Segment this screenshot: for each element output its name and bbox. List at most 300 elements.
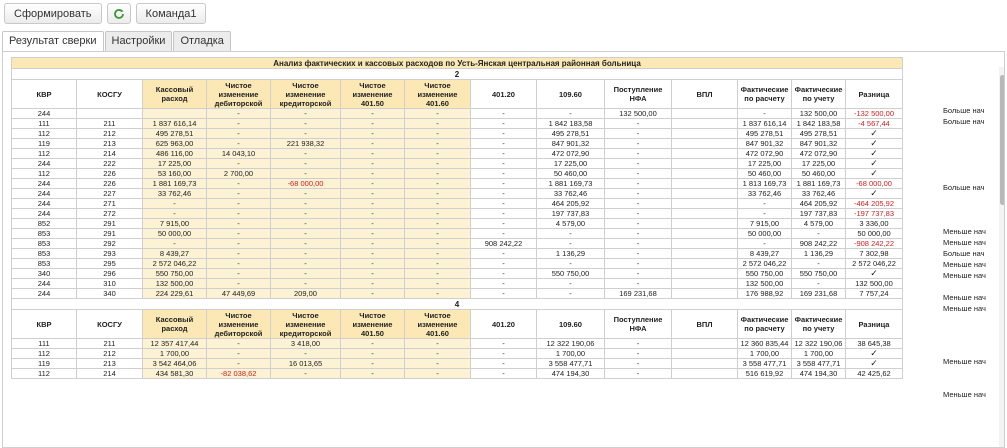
row-note: Больше нач bbox=[943, 183, 985, 192]
column-header: КВР bbox=[12, 80, 77, 109]
table-cell: - bbox=[405, 189, 471, 199]
table-cell: 1 700,00 bbox=[143, 349, 207, 359]
table-cell: - bbox=[207, 239, 271, 249]
table-row[interactable] bbox=[12, 109, 903, 119]
tab-reconciliation-result[interactable]: Результат сверки bbox=[2, 31, 104, 52]
table-cell: - bbox=[207, 339, 271, 349]
table-cell: - bbox=[271, 259, 341, 269]
table-cell bbox=[672, 259, 738, 269]
table-cell: - bbox=[537, 109, 605, 119]
table-cell: 550 750,00 bbox=[537, 269, 605, 279]
table-cell: - bbox=[537, 279, 605, 289]
table-cell: - bbox=[792, 229, 846, 239]
table-cell: - bbox=[341, 169, 405, 179]
table-cell: - bbox=[605, 229, 672, 239]
table-cell: - bbox=[471, 209, 537, 219]
table-cell: - bbox=[605, 129, 672, 139]
table-cell: - bbox=[271, 189, 341, 199]
table-cell: 2 572 046,22 bbox=[846, 259, 903, 269]
table-cell bbox=[672, 349, 738, 359]
table-row[interactable] bbox=[12, 199, 903, 209]
table-cell: - bbox=[207, 139, 271, 149]
table-cell: 211 bbox=[77, 119, 143, 129]
table-cell: - bbox=[207, 179, 271, 189]
column-header: Разница bbox=[846, 310, 903, 339]
table-row[interactable] bbox=[12, 339, 903, 349]
table-cell: 33 762,46 bbox=[143, 189, 207, 199]
table-cell: - bbox=[143, 209, 207, 219]
table-cell: 47 449,69 bbox=[207, 289, 271, 299]
table-cell: 50 000,00 bbox=[143, 229, 207, 239]
tab-bar bbox=[2, 31, 232, 51]
table-cell: 7 757,24 bbox=[846, 289, 903, 299]
section-row bbox=[12, 69, 903, 80]
table-cell: 472 072,90 bbox=[537, 149, 605, 159]
toolbar bbox=[4, 3, 206, 25]
table-cell: - bbox=[471, 109, 537, 119]
table-row[interactable] bbox=[12, 129, 903, 139]
form-report-button[interactable]: Сформировать bbox=[4, 3, 102, 24]
table-cell: - bbox=[471, 179, 537, 189]
table-cell: 853 bbox=[12, 229, 77, 239]
table-cell: - bbox=[207, 199, 271, 209]
table-cell: - bbox=[271, 169, 341, 179]
table-cell: - bbox=[605, 169, 672, 179]
table-row[interactable] bbox=[12, 229, 903, 239]
table-cell: - bbox=[405, 259, 471, 269]
table-cell: 221 938,32 bbox=[271, 139, 341, 149]
table-cell: 111 bbox=[12, 339, 77, 349]
table-cell: 53 160,00 bbox=[143, 169, 207, 179]
table-cell: - bbox=[271, 239, 341, 249]
table-cell: - bbox=[143, 199, 207, 209]
table-cell bbox=[672, 139, 738, 149]
table-cell: - bbox=[405, 169, 471, 179]
table-cell: - bbox=[405, 349, 471, 359]
table-cell: ✓ bbox=[846, 269, 903, 279]
table-cell bbox=[672, 339, 738, 349]
table-cell: 516 619,92 bbox=[738, 369, 792, 379]
table-cell: - bbox=[271, 229, 341, 239]
table-row[interactable] bbox=[12, 259, 903, 269]
table-cell: 908 242,22 bbox=[471, 239, 537, 249]
tab-settings[interactable]: Настройки bbox=[105, 31, 173, 51]
table-cell: - bbox=[405, 339, 471, 349]
table-cell: -197 737,83 bbox=[846, 209, 903, 219]
report-title-row bbox=[12, 58, 903, 69]
table-cell: - bbox=[405, 239, 471, 249]
header-row bbox=[12, 80, 903, 109]
column-header: Фактические по учету bbox=[792, 80, 846, 109]
table-cell: 2 700,00 bbox=[207, 169, 271, 179]
table-cell: - bbox=[605, 199, 672, 209]
table-cell: 17 225,00 bbox=[537, 159, 605, 169]
table-cell: 197 737,83 bbox=[792, 209, 846, 219]
table-cell: 209,00 bbox=[271, 289, 341, 299]
column-header: Фактические по учету bbox=[792, 310, 846, 339]
table-cell: 213 bbox=[77, 139, 143, 149]
table-cell: - bbox=[271, 269, 341, 279]
table-cell: 12 322 190,06 bbox=[537, 339, 605, 349]
refresh-button[interactable] bbox=[107, 3, 131, 24]
table-row[interactable] bbox=[12, 269, 903, 279]
table-cell bbox=[672, 129, 738, 139]
table-cell: 112 bbox=[12, 169, 77, 179]
table-cell: 550 750,00 bbox=[143, 269, 207, 279]
table-cell bbox=[672, 189, 738, 199]
table-cell bbox=[672, 369, 738, 379]
table-cell bbox=[672, 359, 738, 369]
table-cell: 176 988,92 bbox=[738, 289, 792, 299]
row-note: Меньше нач bbox=[943, 293, 986, 302]
table-cell bbox=[672, 239, 738, 249]
table-cell: - bbox=[471, 169, 537, 179]
table-cell: 296 bbox=[77, 269, 143, 279]
table-cell: 226 bbox=[77, 169, 143, 179]
table-cell: - bbox=[207, 229, 271, 239]
table-cell: - bbox=[605, 219, 672, 229]
table-cell: - bbox=[605, 369, 672, 379]
table-cell: - bbox=[471, 199, 537, 209]
vertical-scrollbar[interactable] bbox=[999, 67, 1005, 447]
table-cell: 847 901,32 bbox=[738, 139, 792, 149]
table-cell: - bbox=[207, 249, 271, 259]
table-cell: 434 581,30 bbox=[143, 369, 207, 379]
table-row[interactable] bbox=[12, 169, 903, 179]
table-cell: - bbox=[341, 129, 405, 139]
table-cell: 214 bbox=[77, 149, 143, 159]
table-cell: - bbox=[738, 109, 792, 119]
table-cell: 244 bbox=[12, 159, 77, 169]
section-row bbox=[12, 299, 903, 310]
section-label: 2 bbox=[12, 69, 903, 80]
table-cell: 550 750,00 bbox=[738, 269, 792, 279]
column-header: Фактические по расчету bbox=[738, 80, 792, 109]
table-cell: - bbox=[341, 349, 405, 359]
table-cell: - bbox=[605, 339, 672, 349]
table-row[interactable] bbox=[12, 219, 903, 229]
table-cell: - bbox=[471, 369, 537, 379]
table-cell bbox=[672, 199, 738, 209]
table-cell: - bbox=[471, 229, 537, 239]
column-header: 109.60 bbox=[537, 310, 605, 339]
table-cell: 293 bbox=[77, 249, 143, 259]
table-cell: 295 bbox=[77, 259, 143, 269]
table-cell: 272 bbox=[77, 209, 143, 219]
table-cell: 4 579,00 bbox=[537, 219, 605, 229]
table-cell: - bbox=[405, 199, 471, 209]
table-cell: - bbox=[143, 239, 207, 249]
column-header: 401.20 bbox=[471, 310, 537, 339]
table-cell: - bbox=[405, 139, 471, 149]
table-cell: - bbox=[605, 149, 672, 159]
table-cell: 853 bbox=[12, 239, 77, 249]
table-cell: - bbox=[792, 279, 846, 289]
table-cell: - bbox=[271, 199, 341, 209]
table-row[interactable] bbox=[12, 359, 903, 369]
table-cell bbox=[672, 169, 738, 179]
table-row[interactable] bbox=[12, 239, 903, 249]
table-cell: - bbox=[207, 279, 271, 289]
table-cell: 847 901,32 bbox=[537, 139, 605, 149]
table-cell: 625 963,00 bbox=[143, 139, 207, 149]
table-cell: ✓ bbox=[846, 129, 903, 139]
table-cell: - bbox=[271, 249, 341, 259]
table-cell: 474 194,30 bbox=[792, 369, 846, 379]
table-cell: 1 842 183,58 bbox=[792, 119, 846, 129]
table-cell: 222 bbox=[77, 159, 143, 169]
table-cell: - bbox=[405, 279, 471, 289]
column-header: КОСГУ bbox=[77, 80, 143, 109]
table-cell: - bbox=[405, 269, 471, 279]
table-cell: - bbox=[405, 229, 471, 239]
table-cell: - bbox=[341, 289, 405, 299]
table-cell: 1 700,00 bbox=[537, 349, 605, 359]
table-cell: - bbox=[471, 119, 537, 129]
table-cell: 291 bbox=[77, 219, 143, 229]
table-cell: 3 336,00 bbox=[846, 219, 903, 229]
table-cell: 112 bbox=[12, 349, 77, 359]
table-cell: - bbox=[271, 279, 341, 289]
table-cell: - bbox=[341, 279, 405, 289]
table-cell: - bbox=[341, 189, 405, 199]
column-header: ВПЛ bbox=[672, 310, 738, 339]
table-cell: 50 460,00 bbox=[792, 169, 846, 179]
table-cell: - bbox=[341, 219, 405, 229]
table-cell: - bbox=[605, 159, 672, 169]
table-cell: - bbox=[271, 109, 341, 119]
table-cell: -68 000,00 bbox=[271, 179, 341, 189]
column-header: ВПЛ bbox=[672, 80, 738, 109]
table-cell: - bbox=[341, 139, 405, 149]
table-cell bbox=[672, 119, 738, 129]
table-row[interactable] bbox=[12, 139, 903, 149]
table-cell: - bbox=[605, 359, 672, 369]
table-cell: 1 136,29 bbox=[792, 249, 846, 259]
table-cell: - bbox=[405, 109, 471, 119]
table-cell: 3 558 477,71 bbox=[738, 359, 792, 369]
row-note: Меньше нач bbox=[943, 357, 986, 366]
table-cell: 908 242,22 bbox=[792, 239, 846, 249]
table-cell: - bbox=[471, 359, 537, 369]
table-cell: - bbox=[341, 179, 405, 189]
table-cell: - bbox=[405, 179, 471, 189]
table-cell: - bbox=[207, 349, 271, 359]
table-cell: - bbox=[605, 179, 672, 189]
table-cell: - bbox=[738, 199, 792, 209]
table-cell: 4 579,00 bbox=[792, 219, 846, 229]
table-cell: - bbox=[605, 249, 672, 259]
table-cell: -908 242,22 bbox=[846, 239, 903, 249]
table-cell: 550 750,00 bbox=[792, 269, 846, 279]
table-cell: - bbox=[738, 209, 792, 219]
column-header: Фактические по расчету bbox=[738, 310, 792, 339]
table-cell: 42 425,62 bbox=[846, 369, 903, 379]
table-cell: - bbox=[271, 149, 341, 159]
row-note: Меньше нач bbox=[943, 238, 986, 247]
table-cell: - bbox=[471, 159, 537, 169]
table-cell bbox=[672, 209, 738, 219]
table-cell: 244 bbox=[12, 289, 77, 299]
table-cell: - bbox=[207, 269, 271, 279]
table-cell: 132 500,00 bbox=[846, 279, 903, 289]
table-cell: - bbox=[341, 119, 405, 129]
column-header: Чистое изменение 401.50 bbox=[341, 310, 405, 339]
table-cell: - bbox=[792, 259, 846, 269]
table-cell: 212 bbox=[77, 349, 143, 359]
table-cell bbox=[672, 109, 738, 119]
table-cell: - bbox=[605, 189, 672, 199]
table-cell: 227 bbox=[77, 189, 143, 199]
table-cell: ✓ bbox=[846, 159, 903, 169]
column-header: Чистое изменение 401.50 bbox=[341, 80, 405, 109]
table-cell: 847 901,32 bbox=[792, 139, 846, 149]
table-cell: - bbox=[471, 269, 537, 279]
row-note: Меньше нач bbox=[943, 390, 986, 399]
table-cell: - bbox=[471, 219, 537, 229]
table-cell: - bbox=[207, 119, 271, 129]
table-cell: - bbox=[341, 249, 405, 259]
table-cell: 852 bbox=[12, 219, 77, 229]
table-cell: - bbox=[471, 249, 537, 259]
column-header: Чистое изменение 401.60 bbox=[405, 80, 471, 109]
table-cell: 1 842 183,58 bbox=[537, 119, 605, 129]
table-cell: 495 278,51 bbox=[537, 129, 605, 139]
column-header: КВР bbox=[12, 310, 77, 339]
table-cell: 495 278,51 bbox=[143, 129, 207, 139]
table-row[interactable] bbox=[12, 349, 903, 359]
table-row[interactable] bbox=[12, 189, 903, 199]
table-cell: 3 418,00 bbox=[271, 339, 341, 349]
table-cell: 14 043,10 bbox=[207, 149, 271, 159]
table-cell: 472 072,90 bbox=[792, 149, 846, 159]
table-cell: 211 bbox=[77, 339, 143, 349]
table-cell: - bbox=[738, 239, 792, 249]
table-cell: - bbox=[207, 109, 271, 119]
table-cell: - bbox=[405, 289, 471, 299]
table-cell: - bbox=[405, 159, 471, 169]
table-cell: - bbox=[405, 209, 471, 219]
refresh-icon bbox=[113, 8, 125, 20]
table-cell: - bbox=[341, 269, 405, 279]
table-cell: - bbox=[341, 239, 405, 249]
column-header: Чистое изменение дебиторской bbox=[207, 80, 271, 109]
table-cell bbox=[672, 269, 738, 279]
table-cell: - bbox=[605, 209, 672, 219]
table-cell: 50 000,00 bbox=[738, 229, 792, 239]
table-cell: - bbox=[405, 119, 471, 129]
table-cell: 474 194,30 bbox=[537, 369, 605, 379]
table-cell: 271 bbox=[77, 199, 143, 209]
table-cell: -132 500,00 bbox=[846, 109, 903, 119]
table-cell: 50 000,00 bbox=[846, 229, 903, 239]
table-cell: - bbox=[341, 369, 405, 379]
table-row[interactable] bbox=[12, 179, 903, 189]
column-header: Чистое изменение кредиторской bbox=[271, 80, 341, 109]
scrollbar-thumb[interactable] bbox=[1000, 75, 1005, 205]
row-note: Меньше нач bbox=[943, 271, 986, 280]
table-cell bbox=[672, 179, 738, 189]
table-cell: 1 813 169,73 bbox=[738, 179, 792, 189]
table-cell: 50 460,00 bbox=[537, 169, 605, 179]
table-cell: 853 bbox=[12, 249, 77, 259]
table-cell bbox=[672, 149, 738, 159]
command1-button[interactable]: Команда1 bbox=[136, 3, 207, 24]
table-cell: 1 881 169,73 bbox=[143, 179, 207, 189]
table-row[interactable] bbox=[12, 119, 903, 129]
table-cell: - bbox=[207, 209, 271, 219]
table-row[interactable] bbox=[12, 149, 903, 159]
table-cell: 244 bbox=[12, 179, 77, 189]
table-cell: - bbox=[537, 289, 605, 299]
row-note: Меньше нач bbox=[943, 227, 986, 236]
table-cell: 112 bbox=[12, 369, 77, 379]
table-cell: - bbox=[605, 349, 672, 359]
table-cell: - bbox=[341, 259, 405, 269]
table-cell: 464 205,92 bbox=[537, 199, 605, 209]
table-cell: ✓ bbox=[846, 139, 903, 149]
column-header: Чистое изменение кредиторской bbox=[271, 310, 341, 339]
table-cell: - bbox=[605, 119, 672, 129]
table-row[interactable] bbox=[12, 279, 903, 289]
table-cell: 214 bbox=[77, 369, 143, 379]
table-cell: 132 500,00 bbox=[792, 109, 846, 119]
table-cell: 50 460,00 bbox=[738, 169, 792, 179]
table-cell: 1 837 616,14 bbox=[738, 119, 792, 129]
table-cell: - bbox=[271, 349, 341, 359]
table-cell bbox=[672, 229, 738, 239]
row-note: Больше нач bbox=[943, 117, 985, 126]
table-cell bbox=[672, 219, 738, 229]
table-row[interactable] bbox=[12, 289, 903, 299]
table-cell: ✓ bbox=[846, 169, 903, 179]
table-cell bbox=[77, 109, 143, 119]
table-cell: 340 bbox=[77, 289, 143, 299]
table-row[interactable] bbox=[12, 369, 903, 379]
table-cell bbox=[672, 289, 738, 299]
table-cell: 244 bbox=[12, 109, 77, 119]
table-cell: 12 322 190,06 bbox=[792, 339, 846, 349]
table-cell: 16 013,65 bbox=[271, 359, 341, 369]
column-header: Разница bbox=[846, 80, 903, 109]
table-cell: - bbox=[471, 339, 537, 349]
table-cell: 224 229,61 bbox=[143, 289, 207, 299]
table-cell: 464 205,92 bbox=[792, 199, 846, 209]
table-row[interactable] bbox=[12, 159, 903, 169]
table-cell: - bbox=[207, 219, 271, 229]
report-table bbox=[11, 57, 903, 379]
table-cell: 112 bbox=[12, 149, 77, 159]
table-row[interactable] bbox=[12, 209, 903, 219]
table-cell: - bbox=[341, 229, 405, 239]
table-cell: 197 737,83 bbox=[537, 209, 605, 219]
table-cell: - bbox=[271, 209, 341, 219]
table-cell: - bbox=[405, 359, 471, 369]
table-cell: 132 500,00 bbox=[143, 279, 207, 289]
tab-debug[interactable]: Отладка bbox=[173, 31, 230, 51]
table-cell: - bbox=[537, 229, 605, 239]
table-cell: 33 762,46 bbox=[738, 189, 792, 199]
table-cell: 292 bbox=[77, 239, 143, 249]
table-cell: 7 915,00 bbox=[738, 219, 792, 229]
row-note: Больше нач bbox=[943, 106, 985, 115]
table-cell: ✓ bbox=[846, 189, 903, 199]
table-cell: 7 302,98 bbox=[846, 249, 903, 259]
column-header: Кассовый расход bbox=[143, 310, 207, 339]
table-row[interactable] bbox=[12, 249, 903, 259]
table-cell: -464 205,92 bbox=[846, 199, 903, 209]
table-cell: -4 567,44 bbox=[846, 119, 903, 129]
